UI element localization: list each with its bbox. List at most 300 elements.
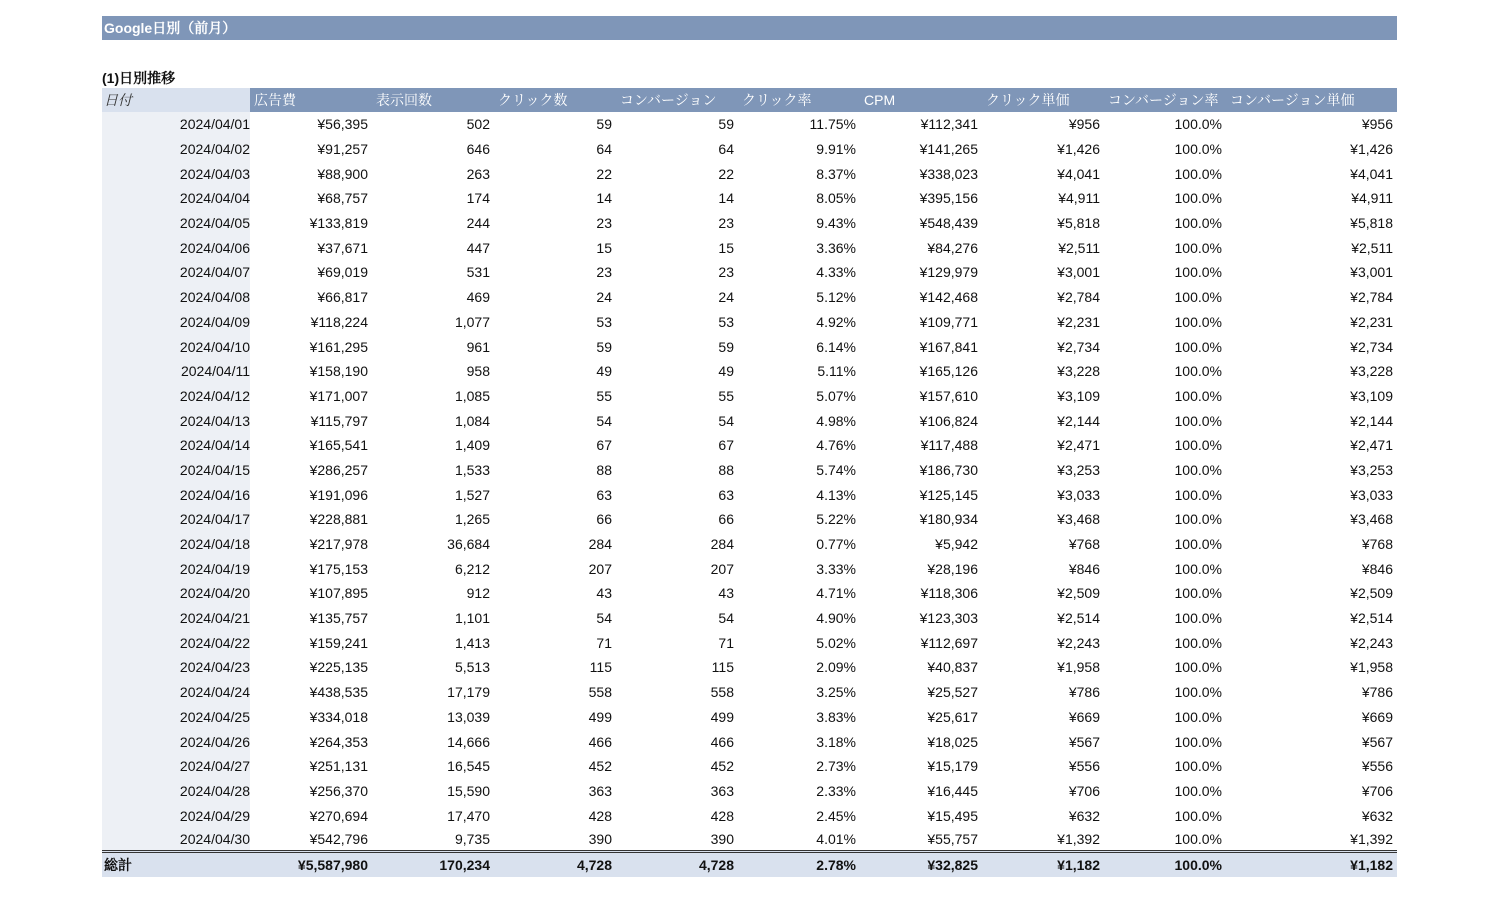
table-cell: ¥217,978	[309, 536, 368, 553]
table-cell: ¥256,370	[309, 782, 368, 799]
table-cell: 23	[718, 264, 734, 281]
table-cell: 100.0%	[1174, 289, 1222, 306]
table-cell: 502	[466, 116, 490, 133]
table-cell: ¥25,527	[927, 684, 978, 701]
table-cell: 428	[710, 807, 734, 824]
table-cell: 5.74%	[816, 461, 856, 478]
table-cell: 531	[466, 264, 490, 281]
report-body	[102, 112, 1397, 851]
table-cell: 115	[589, 659, 612, 676]
table-cell: ¥171,007	[309, 387, 368, 404]
column-header-cpm: CPM	[860, 88, 982, 112]
table-cell: 54	[718, 610, 734, 627]
table-cell: ¥567	[1068, 733, 1100, 750]
table-cell: 499	[710, 708, 734, 725]
column-header-cpc: クリック単価	[982, 88, 1104, 112]
date-cell: 2024/04/15	[102, 458, 250, 483]
table-cell: 54	[596, 412, 612, 429]
table-cell: 363	[710, 782, 734, 799]
table-cell: 88	[596, 461, 612, 478]
table-cell: 2.09%	[816, 659, 856, 676]
table-cell: ¥191,096	[309, 486, 368, 503]
table-cell: ¥548,439	[919, 215, 978, 232]
table-cell: 5.07%	[816, 387, 856, 404]
table-cell: ¥786	[1068, 684, 1100, 701]
table-cell: ¥2,511	[1058, 239, 1100, 256]
table-cell: ¥141,265	[919, 141, 978, 158]
total-cell: ¥5,587,980	[250, 851, 372, 877]
table-cell: 59	[596, 116, 612, 133]
table-cell: ¥16,445	[927, 782, 978, 799]
table-cell: 71	[596, 634, 612, 651]
table-cell: 100.0%	[1174, 141, 1222, 158]
column-header-clicks: クリック数	[494, 88, 616, 112]
table-cell: ¥567	[1361, 733, 1393, 750]
table-cell: 53	[596, 313, 612, 330]
table-cell: ¥3,228	[1350, 363, 1393, 380]
table-cell: ¥956	[1068, 116, 1100, 133]
table-cell: ¥1,426	[1350, 141, 1393, 158]
table-row	[102, 630, 1397, 655]
table-cell: 646	[466, 141, 490, 158]
table-cell: ¥338,023	[919, 165, 978, 182]
table-row	[102, 112, 1397, 137]
table-cell: ¥2,514	[1057, 610, 1100, 627]
date-cell: 2024/04/05	[102, 211, 250, 236]
table-cell: 961	[466, 338, 490, 355]
table-cell: 66	[718, 511, 734, 528]
table-cell: 67	[596, 437, 612, 454]
daily-report-table	[102, 88, 1397, 877]
table-cell: 100.0%	[1174, 313, 1222, 330]
table-cell: 912	[466, 585, 490, 602]
table-cell: ¥956	[1361, 116, 1393, 133]
table-row	[102, 137, 1397, 162]
table-cell: ¥3,228	[1057, 363, 1100, 380]
table-cell: ¥2,509	[1057, 585, 1100, 602]
table-row	[102, 384, 1397, 409]
table-cell: 22	[718, 165, 734, 182]
table-cell: ¥25,617	[927, 708, 978, 725]
table-cell: 1,077	[454, 313, 490, 330]
table-cell: ¥5,818	[1350, 215, 1393, 232]
table-cell: ¥2,471	[1350, 437, 1393, 454]
table-cell: 5.22%	[816, 511, 856, 528]
table-cell: 55	[596, 387, 612, 404]
table-cell: 64	[718, 141, 734, 158]
table-cell: ¥2,243	[1057, 634, 1100, 651]
table-cell: ¥68,757	[317, 190, 368, 207]
table-cell: 49	[596, 363, 612, 380]
table-cell: ¥112,341	[920, 116, 978, 133]
table-cell: ¥286,257	[309, 461, 368, 478]
table-cell: 14,666	[447, 733, 490, 750]
table-cell: ¥395,156	[919, 190, 978, 207]
table-cell: ¥106,824	[919, 412, 978, 429]
table-cell: 100.0%	[1174, 782, 1222, 799]
table-cell: ¥4,911	[1058, 190, 1100, 207]
table-row	[102, 828, 1397, 852]
table-cell: 100.0%	[1174, 190, 1222, 207]
table-cell: ¥3,253	[1350, 461, 1393, 478]
date-cell: 2024/04/17	[102, 507, 250, 532]
table-cell: 3.36%	[816, 239, 856, 256]
table-cell: 54	[718, 412, 734, 429]
total-cell: 170,234	[372, 851, 494, 877]
table-cell: ¥3,109	[1350, 387, 1393, 404]
table-cell: 100.0%	[1174, 116, 1222, 133]
table-cell: 958	[466, 363, 490, 380]
table-cell: 49	[718, 363, 734, 380]
table-row	[102, 705, 1397, 730]
table-cell: ¥669	[1068, 708, 1100, 725]
table-cell: ¥669	[1361, 708, 1393, 725]
date-cell: 2024/04/11	[102, 359, 250, 384]
date-cell: 2024/04/30	[102, 828, 250, 852]
table-cell: ¥159,241	[309, 634, 368, 651]
table-cell: 24	[596, 289, 612, 306]
table-row	[102, 532, 1397, 557]
table-cell: 263	[466, 165, 490, 182]
date-cell: 2024/04/07	[102, 260, 250, 285]
table-cell: 15,590	[447, 782, 490, 799]
table-cell: 17,179	[447, 684, 490, 701]
table-cell: ¥37,671	[317, 239, 368, 256]
table-cell: 100.0%	[1174, 412, 1222, 429]
table-cell: 53	[718, 313, 734, 330]
table-cell: 4.98%	[816, 412, 856, 429]
table-cell: ¥768	[1068, 536, 1100, 553]
table-cell: ¥846	[1361, 560, 1393, 577]
table-cell: ¥438,535	[309, 684, 368, 701]
table-cell: ¥28,196	[927, 560, 978, 577]
table-row	[102, 334, 1397, 359]
date-cell: 2024/04/22	[102, 630, 250, 655]
table-cell: ¥117,488	[920, 437, 978, 454]
table-cell: 390	[710, 830, 734, 847]
date-cell: 2024/04/29	[102, 803, 250, 828]
table-cell: 100.0%	[1174, 830, 1222, 847]
table-row	[102, 211, 1397, 236]
table-cell: ¥135,757	[309, 610, 368, 627]
table-cell: ¥2,514	[1350, 610, 1393, 627]
totals-row	[102, 851, 1397, 877]
date-cell: 2024/04/18	[102, 532, 250, 557]
table-cell: ¥1,958	[1350, 659, 1393, 676]
table-cell: 390	[588, 830, 612, 847]
table-cell: 100.0%	[1174, 610, 1222, 627]
table-cell: 23	[596, 215, 612, 232]
table-cell: 452	[588, 758, 612, 775]
table-cell: 452	[710, 758, 734, 775]
table-cell: 88	[718, 461, 734, 478]
date-cell: 2024/04/20	[102, 581, 250, 606]
table-cell: ¥133,819	[309, 215, 368, 232]
table-cell: 4.01%	[816, 830, 856, 847]
table-cell: ¥264,353	[309, 733, 368, 750]
table-cell: ¥84,276	[927, 239, 978, 256]
table-cell: ¥3,033	[1350, 486, 1393, 503]
table-cell: ¥118,224	[310, 313, 368, 330]
table-cell: 0.77%	[816, 536, 856, 553]
table-row	[102, 729, 1397, 754]
table-cell: ¥4,911	[1351, 190, 1393, 207]
table-cell: 100.0%	[1174, 264, 1222, 281]
date-cell: 2024/04/10	[102, 334, 250, 359]
table-cell: ¥2,231	[1350, 313, 1393, 330]
table-row	[102, 556, 1397, 581]
table-cell: 22	[596, 165, 612, 182]
table-cell: 100.0%	[1174, 165, 1222, 182]
table-cell: ¥4,041	[1350, 165, 1393, 182]
table-cell: 466	[588, 733, 612, 750]
table-cell: ¥2,784	[1350, 289, 1393, 306]
table-cell: 6,212	[454, 560, 490, 577]
table-cell: 4.76%	[816, 437, 856, 454]
table-cell: 8.05%	[816, 190, 856, 207]
table-cell: ¥161,295	[309, 338, 368, 355]
table-cell: 43	[596, 585, 612, 602]
table-cell: ¥109,771	[919, 313, 978, 330]
table-cell: ¥1,958	[1057, 659, 1100, 676]
table-cell: 15	[596, 239, 612, 256]
table-cell: 100.0%	[1174, 585, 1222, 602]
table-cell: 207	[588, 560, 612, 577]
table-cell: 59	[718, 338, 734, 355]
table-cell: 1,101	[454, 610, 490, 627]
table-cell: ¥706	[1361, 782, 1393, 799]
column-header-impressions: 表示回数	[372, 88, 494, 112]
table-cell: 9.91%	[816, 141, 856, 158]
table-cell: 100.0%	[1174, 560, 1222, 577]
header-row	[102, 88, 1397, 112]
column-header-conversions: コンバージョン	[616, 88, 738, 112]
table-cell: ¥2,511	[1351, 239, 1393, 256]
table-cell: 63	[718, 486, 734, 503]
table-cell: 428	[588, 807, 612, 824]
table-cell: 100.0%	[1174, 684, 1222, 701]
table-row	[102, 655, 1397, 680]
table-row	[102, 507, 1397, 532]
table-cell: ¥69,019	[317, 264, 368, 281]
table-cell: ¥2,471	[1057, 437, 1100, 454]
table-cell: ¥542,796	[309, 830, 368, 847]
table-cell: 100.0%	[1174, 708, 1222, 725]
table-cell: ¥3,001	[1350, 264, 1393, 281]
table-cell: 100.0%	[1174, 239, 1222, 256]
table-cell: ¥157,610	[919, 387, 978, 404]
date-cell: 2024/04/02	[102, 137, 250, 162]
table-cell: ¥3,001	[1057, 264, 1100, 281]
table-cell: 100.0%	[1174, 634, 1222, 651]
table-cell: ¥107,895	[309, 585, 368, 602]
date-cell: 2024/04/06	[102, 235, 250, 260]
table-cell: ¥2,231	[1057, 313, 1100, 330]
table-row	[102, 260, 1397, 285]
column-header-date: 日付	[102, 88, 250, 112]
table-cell: ¥3,253	[1057, 461, 1100, 478]
table-cell: ¥158,190	[309, 363, 368, 380]
table-cell: 100.0%	[1174, 363, 1222, 380]
table-cell: 63	[596, 486, 612, 503]
table-cell: 447	[466, 239, 490, 256]
table-cell: ¥66,817	[317, 289, 368, 306]
table-cell: ¥270,694	[309, 807, 368, 824]
table-row	[102, 779, 1397, 804]
table-cell: 100.0%	[1174, 511, 1222, 528]
table-cell: 4.92%	[816, 313, 856, 330]
table-cell: 8.37%	[816, 165, 856, 182]
table-cell: ¥18,025	[927, 733, 978, 750]
table-cell: 4.33%	[816, 264, 856, 281]
total-cell: 4,728	[616, 851, 738, 877]
table-cell: ¥706	[1068, 782, 1100, 799]
table-cell: 1,413	[454, 634, 490, 651]
date-cell: 2024/04/24	[102, 680, 250, 705]
table-cell: 64	[596, 141, 612, 158]
table-cell: 13,039	[447, 708, 490, 725]
table-cell: ¥165,541	[309, 437, 368, 454]
table-cell: 2.73%	[816, 758, 856, 775]
table-cell: 4.71%	[816, 585, 856, 602]
table-cell: 23	[718, 215, 734, 232]
date-cell: 2024/04/14	[102, 433, 250, 458]
table-cell: ¥228,881	[309, 511, 368, 528]
table-row	[102, 186, 1397, 211]
section-title: (1)日別推移	[102, 70, 176, 86]
table-cell: 36,684	[447, 536, 490, 553]
table-cell: 67	[718, 437, 734, 454]
totals-label: 総計	[102, 851, 250, 877]
column-header-cvr: コンバージョン率	[1104, 88, 1226, 112]
table-cell: 23	[596, 264, 612, 281]
column-header-ctr: クリック率	[738, 88, 860, 112]
table-cell: ¥3,033	[1057, 486, 1100, 503]
table-cell: 3.18%	[816, 733, 856, 750]
table-cell: 466	[710, 733, 734, 750]
table-cell: 3.83%	[816, 708, 856, 725]
table-cell: 100.0%	[1174, 486, 1222, 503]
table-cell: ¥632	[1361, 807, 1393, 824]
total-cell: 2.78%	[738, 851, 860, 877]
total-cell: 4,728	[494, 851, 616, 877]
total-cell: 100.0%	[1104, 851, 1226, 877]
date-cell: 2024/04/01	[102, 112, 250, 137]
table-cell: 100.0%	[1174, 338, 1222, 355]
total-cell: ¥1,182	[982, 851, 1104, 877]
table-cell: ¥3,109	[1057, 387, 1100, 404]
date-cell: 2024/04/26	[102, 729, 250, 754]
table-cell: 469	[466, 289, 490, 306]
table-cell: 24	[718, 289, 734, 306]
date-cell: 2024/04/13	[102, 408, 250, 433]
table-cell: 284	[588, 536, 612, 553]
table-cell: ¥3,468	[1350, 511, 1393, 528]
table-cell: ¥1,392	[1350, 830, 1393, 847]
table-cell: ¥88,900	[317, 165, 368, 182]
table-cell: ¥2,243	[1350, 634, 1393, 651]
table-row	[102, 235, 1397, 260]
table-row	[102, 458, 1397, 483]
table-row	[102, 285, 1397, 310]
date-cell: 2024/04/23	[102, 655, 250, 680]
table-cell: ¥56,395	[317, 116, 368, 133]
table-cell: 499	[588, 708, 612, 725]
table-cell: ¥251,131	[309, 758, 368, 775]
table-cell: ¥4,041	[1057, 165, 1100, 182]
table-cell: 174	[466, 190, 490, 207]
table-cell: ¥225,135	[309, 659, 368, 676]
table-row	[102, 803, 1397, 828]
table-cell: ¥632	[1068, 807, 1100, 824]
table-cell: 1,409	[454, 437, 490, 454]
table-row	[102, 408, 1397, 433]
table-cell: 54	[596, 610, 612, 627]
table-cell: ¥112,697	[920, 634, 978, 651]
table-row	[102, 161, 1397, 186]
table-cell: 100.0%	[1174, 807, 1222, 824]
table-cell: ¥123,303	[919, 610, 978, 627]
table-cell: 1,265	[454, 511, 490, 528]
table-cell: ¥1,426	[1057, 141, 1100, 158]
date-cell: 2024/04/28	[102, 779, 250, 804]
table-cell: 9,735	[454, 830, 490, 847]
table-row	[102, 359, 1397, 384]
table-cell: 5.12%	[816, 289, 856, 306]
table-cell: 6.14%	[816, 338, 856, 355]
table-cell: ¥129,979	[919, 264, 978, 281]
table-cell: 558	[710, 684, 734, 701]
table-cell: 363	[588, 782, 612, 799]
table-cell: 115	[711, 659, 734, 676]
table-cell: ¥186,730	[919, 461, 978, 478]
total-cell: ¥32,825	[860, 851, 982, 877]
table-row	[102, 680, 1397, 705]
table-cell: 558	[588, 684, 612, 701]
table-cell: 100.0%	[1174, 437, 1222, 454]
table-cell: 1,533	[454, 461, 490, 478]
date-cell: 2024/04/12	[102, 384, 250, 409]
table-cell: ¥5,942	[935, 536, 978, 553]
table-cell: ¥15,495	[927, 807, 978, 824]
table-cell: ¥2,734	[1057, 338, 1100, 355]
table-cell: 1,085	[454, 387, 490, 404]
table-cell: ¥142,468	[919, 289, 978, 306]
table-cell: 100.0%	[1174, 659, 1222, 676]
table-cell: ¥5,818	[1057, 215, 1100, 232]
column-header-ad-cost: 広告費	[250, 88, 372, 112]
table-cell: ¥2,144	[1057, 412, 1100, 429]
table-cell: ¥768	[1361, 536, 1393, 553]
table-cell: 207	[710, 560, 734, 577]
table-cell: 43	[718, 585, 734, 602]
report-banner: Google日別（前月）	[102, 16, 1397, 40]
table-cell: 1,084	[454, 412, 490, 429]
table-cell: ¥3,468	[1057, 511, 1100, 528]
table-cell: 1,527	[454, 486, 490, 503]
table-cell: 100.0%	[1174, 758, 1222, 775]
table-cell: 100.0%	[1174, 215, 1222, 232]
table-cell: ¥846	[1068, 560, 1100, 577]
date-cell: 2024/04/04	[102, 186, 250, 211]
table-cell: 71	[718, 634, 734, 651]
table-cell: ¥334,018	[309, 708, 368, 725]
table-cell: 14	[596, 190, 612, 207]
table-cell: 4.13%	[816, 486, 856, 503]
table-cell: ¥55,757	[927, 830, 978, 847]
date-cell: 2024/04/08	[102, 285, 250, 310]
table-cell: 17,470	[447, 807, 490, 824]
